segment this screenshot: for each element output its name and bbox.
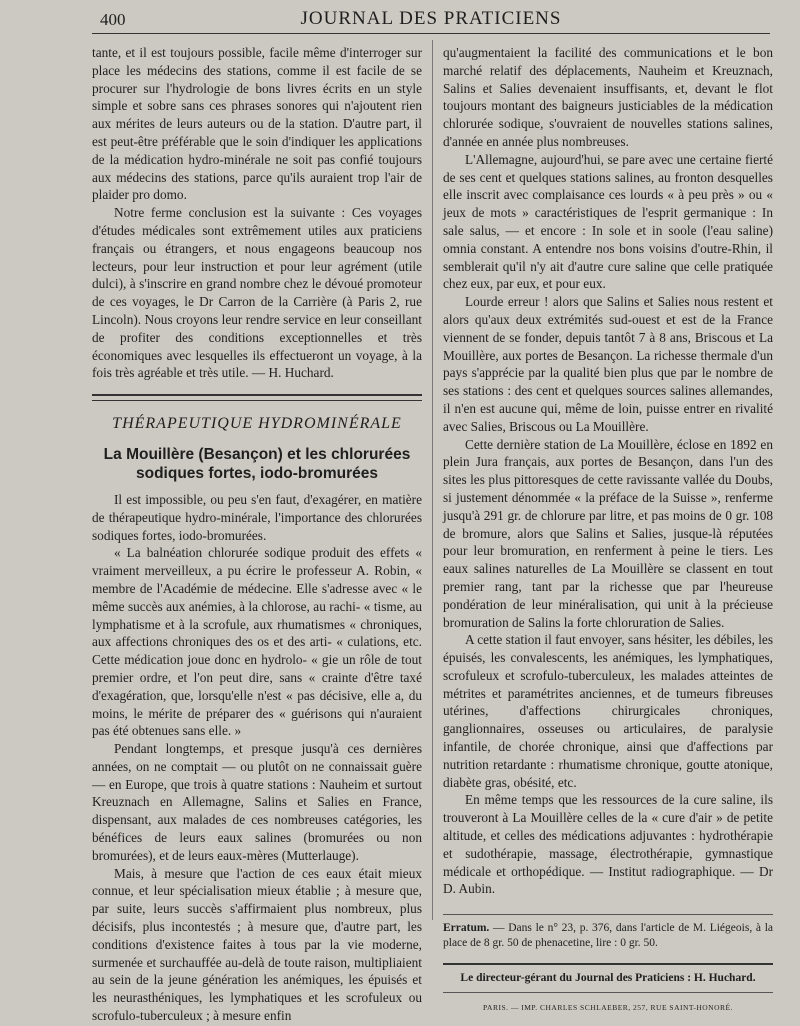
header-rule xyxy=(92,33,770,34)
section-divider xyxy=(92,394,422,401)
quote-paragraph: « La balnéation chlorurée sodique produit des effets « vraiment merveilleux, a pu écrire le professeur A. Robin, « membre de l'Académie de médecine. Elle s'adresse avec « le même succès aux anémies, à la chlorose, au rachi- « tisme, au lymphatisme et à la scrofule, aux rhumatismes « chroniques, aux affections chroniques des os et des arti- « culations, etc. Cette médication joue donc en hydrolo- « gie un rôle de tout premier ordre, et l'on peut dire, sans « crainte d'être taxé d'exagération, que, lorsqu'elle n'est « pas décisive, elle a, du moins, le mérite de préparer des « guérisons qui n'auraient pas été obtenues sans elle. » xyxy=(92,545,422,739)
erratum-lead: Erratum. xyxy=(443,922,490,935)
paragraph: En même temps que les ressources de la cure saline, ils trouveront à La Mouillère celles de la « cure d'air » de petite altitude, et celles des médications adjuvantes : hydrothérapie et sudothérapie, massage, électrothérapie, gymnastique médicale et orthopédique. — Institut radiographique. — Dr D. Aubin. xyxy=(443,792,773,897)
printer-imprint: PARIS. — IMP. CHARLES SCHLAEBER, 257, RUE SAINT-HONORÉ. xyxy=(443,992,773,1017)
paragraph: L'Allemagne, aujourd'hui, se pare avec une certaine fierté de ses cent et quelques stations salines, au fronton desquelles elle inscrit avec complaisance ces lourds « à peu près » ou « jeux de mots » caractéristiques de l'esprit germanique : In sale salus, — et encore : In sole et in soole (l'eau saline) omnia constant. A entendre nos bons voisins d'outre-Rhin, il semblerait qu'il n'y ait d'autre cure saline que celle pratiquée chez eux, par eux, et pour eux. xyxy=(443,151,773,292)
page-header xyxy=(92,4,770,34)
director-line: Le directeur-gérant du Journal des Praticiens : H. Huchard. xyxy=(443,963,773,988)
paragraph: A cette station il faut envoyer, sans hésiter, les débiles, les épuisés, les convalescents, les anémiques, les lymphatiques, scrofuleux et scrofulo-tuberculeux, les malades atteintes de métrites et paramétrites anciennes, et de tumeurs fibreuses utérines, d'affections chirurgicales chroniques, ganglionnaires, osseuses ou articulaires, de paralysie infantile, de chorée chronique, ainsi que d'affections par nutrition retardante : rhumatisme chronique, goutte atonique, diabète gras, obésité, etc. xyxy=(443,632,774,790)
paragraph: tante, et il est toujours possible, facile même d'interroger sur place les médecins des stations, comme il est facile de se procurer sur l'hydrologie de bons livres écrits en un style simple et sobre sans ces phrases sonores qui n'ajoutent rien aux mérites de leurs auteurs ou de la station. D'autre part, il est peut-être préférable que le soin d'indiquer les applications de la médication hydro-minérale ne soit pas confié toujours aux médecins des stations, parce qu'ils auraient trop l'air de plaider pro domo. xyxy=(92,45,422,203)
erratum-text: — Dans le n° 23, p. 376, dans l'article de M. Liégeois, à la place de 8 gr. 50 de phenacetine, lire : 0 gr. 50. xyxy=(443,922,774,950)
paragraph: Lourde erreur ! alors que Salins et Salies nous restent et alors qu'aux deux extrémités sud-ouest et est de la France viennent de se fonder, depuis tantôt 7 à 8 ans, Briscous et La Mouillère, aux portes de Besançon. La richesse thermale d'un pays s'apprécie par la qualité bien plus que par le nombre de ses stations : des cent et quelques sources salines allemandes, il n'en est aucune qui, même de loin, puisse entrer en rivalité avec Salies, Briscous ou La Mouillère. xyxy=(443,294,773,434)
article-title: La Mouillère (Besançon) et les chlorurées sodiques fortes, iodo-bromurées xyxy=(103,445,411,482)
right-column xyxy=(443,44,773,1018)
paragraph: qu'augmentaient la facilité des communications et le bon marché relatif des déplacements, Nauheim et Kreuznach, Salins et Salies devenaient insuffisants, et, devant le flot toujours montant des baigneurs justiciables de la médication chlorurée sodique, s'ouvraient de nouvelles stations salines, d'année en année plus nombreuses. xyxy=(443,45,773,149)
left-column xyxy=(92,44,422,1024)
paragraph: Pendant longtemps, et presque jusqu'à ces dernières années, on ne comptait — ou plutôt on ne connaissait guère — en Europe, que trois à quatre stations : Nauheim et surtout Kreuznach en Allemagne, Salins et Salies en France, dispensant, aux malades de ces nombreuses catégories, les bénéfices de leurs eaux salines (bromurées ou non bromurées), et de leurs eaux-mères (Mutterlauge). xyxy=(92,741,422,863)
running-title: JOURNAL DES PRATICIENS xyxy=(300,8,562,29)
section-title: THÉRAPEUTIQUE HYDROMINÉRALE xyxy=(112,415,402,433)
paragraph: Mais, à mesure que l'action de ces eaux était mieux connue, et leur spécialisation mieux établie ; à mesure que, par suite, leurs succès s'affirmaient plus nombreux, plus décisifs, plus incontestés ; à mesure que, d'autre part, les conditions d'existence faites à tous par la vie moderne, surmenée et surchauffée au-delà de toute raison, multipliaient au sein de la jeune génération les anémiques, les épuisés et les neurasthéniques, les lymphatiques et les scrofuleux ou scrofulo-tuberculeux ; à mesure enfin xyxy=(92,865,422,1024)
paragraph: Notre ferme conclusion est la suivante : Ces voyages d'études médicales sont extrêmement utiles aux praticiens français ou étrangers, et nous engageons beaucoup nos lecteurs, pour leur instruction et pour leur agrément (utile dulci), à s'inscrire en grand nombre chez le dévoué promoteur de ces voyages, le Dr Carron de la Carrière (à Paris 2, rue Lincoln). Nous croyons leur rendre service en leur conseillant de profiter des conditions exceptionnelles et très économiques avec lesquelles ils effectueront un voyage, à la fois très agréable et très utile. — H. Huchard. xyxy=(92,205,422,381)
paragraph: Il est impossible, ou peu s'en faut, d'exagérer, en matière de thérapeutique hydro-minérale, l'importance des chlorurées sodiques fortes, iodo-bromurées. xyxy=(92,491,422,543)
page-number: 400 xyxy=(100,10,126,29)
paragraph: Cette dernière station de La Mouillère, éclose en 1892 en plein Jura français, aux portes de Besançon, dans l'un des sites les plus pittoresques de cette ravissante vallée du Doubs, si justement dénommée « la préface de la Suisse », renferme jusqu'à 291 gr. de chlorure par litre, et pas moins de 0 gr. 108 de bromure, alors que Salins et Salies, jusque-là réputées pour leur bromuration, en renferment à peine le tiers. Les eaux salines naturelles de La Mouillère se classent en tout premier rang, tant par la richesse que par l'heureuse pondération de leur minéralisation, qui unit à la précieuse bromuration de Salins la forte chloruration de Salies. xyxy=(443,436,773,630)
column-divider xyxy=(432,40,433,920)
erratum-note xyxy=(443,914,773,951)
